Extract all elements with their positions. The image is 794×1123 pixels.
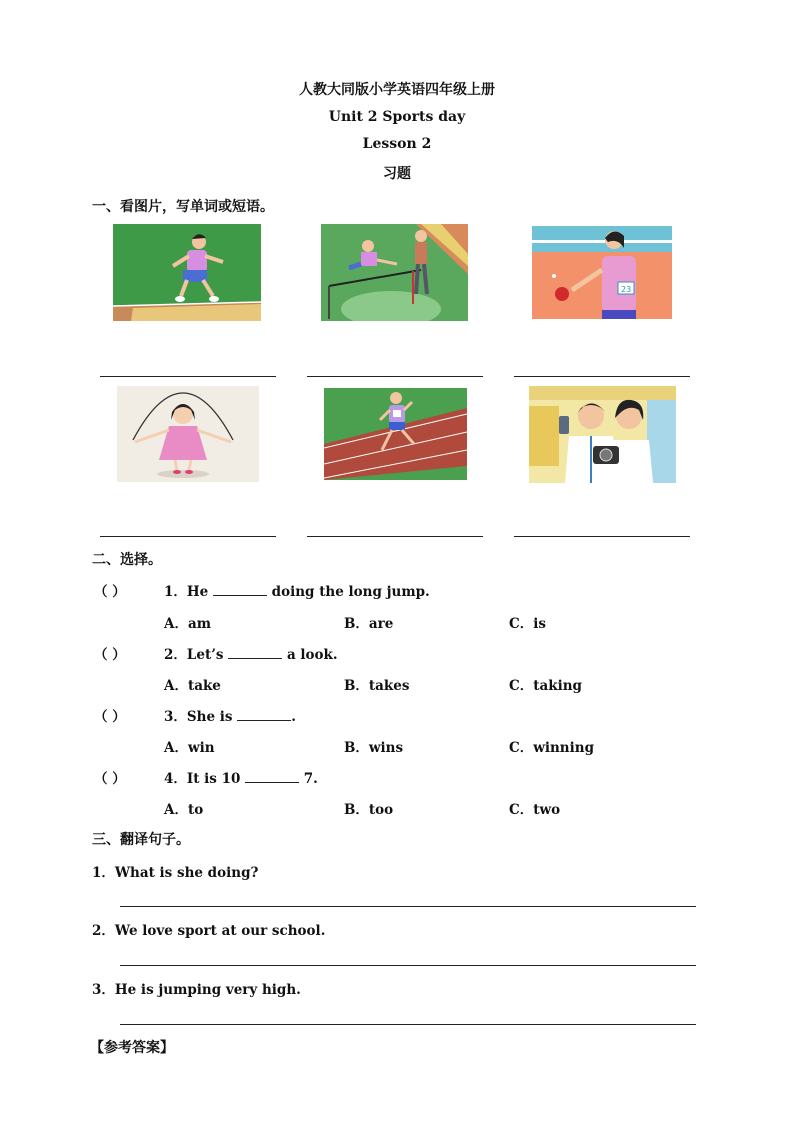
section-1-title: 一、看图片，写单词或短语。 — [92, 199, 274, 215]
question-2: 2．Let’s a look. — [164, 647, 338, 663]
sentence-1: 1．What is she doing? — [92, 865, 259, 881]
answer-line-2[interactable] — [307, 376, 483, 377]
section-2-title: 二、选择。 — [92, 552, 162, 568]
answer-key-title: 【参考答案】 — [90, 1040, 174, 1056]
taking-photos-picture — [529, 386, 676, 483]
lesson-title: Lesson 2 — [362, 136, 432, 152]
q3-option-a[interactable]: A．win — [164, 740, 215, 756]
unit-title: Unit 2 Sports day — [328, 109, 466, 125]
book-title: 人教大同版小学英语四年级上册 — [299, 82, 495, 98]
q2-option-b[interactable]: B．takes — [344, 678, 410, 694]
answer-line-6[interactable] — [514, 536, 690, 537]
translation-line-1[interactable] — [120, 906, 696, 907]
q2-option-a[interactable]: A．take — [164, 678, 221, 694]
q1-option-c[interactable]: C．is — [509, 616, 546, 632]
question-paren[interactable]: （ ） — [94, 584, 126, 600]
q1-option-b[interactable]: B．are — [344, 616, 394, 632]
answer-line-1[interactable] — [100, 376, 276, 377]
question-4: 4．It is 10 7. — [164, 771, 318, 787]
long-jump-picture — [113, 224, 261, 321]
question-paren[interactable]: （ ） — [94, 709, 126, 725]
high-jump-picture — [321, 224, 468, 321]
q1-option-a[interactable]: A．am — [164, 616, 212, 632]
skipping-rope-picture — [117, 386, 259, 482]
q4-option-c[interactable]: C．two — [509, 802, 561, 818]
q3-option-b[interactable]: B．wins — [344, 740, 404, 756]
exercise-label: 习题 — [383, 166, 411, 182]
q3-option-c[interactable]: C．winning — [509, 740, 595, 756]
answer-line-5[interactable] — [307, 536, 483, 537]
sentence-3: 3．He is jumping very high. — [92, 982, 301, 998]
q4-option-b[interactable]: B．too — [344, 802, 394, 818]
question-3: 3．She is . — [164, 709, 296, 725]
section-3-title: 三、翻译句子。 — [92, 832, 190, 848]
ping-pong-picture — [532, 226, 672, 319]
answer-line-4[interactable] — [100, 536, 276, 537]
translation-line-3[interactable] — [120, 1024, 696, 1025]
sentence-2: 2．We love sport at our school. — [92, 923, 326, 939]
q2-option-c[interactable]: C．taking — [509, 678, 582, 694]
answer-line-3[interactable] — [514, 376, 690, 377]
translation-line-2[interactable] — [120, 965, 696, 966]
running-picture — [324, 388, 467, 480]
question-paren[interactable]: （ ） — [94, 771, 126, 787]
q4-option-a[interactable]: A．to — [164, 802, 204, 818]
question-1: 1．He doing the long jump. — [164, 584, 430, 600]
question-paren[interactable]: （ ） — [94, 647, 126, 663]
svg-text:23: 23 — [621, 285, 632, 294]
